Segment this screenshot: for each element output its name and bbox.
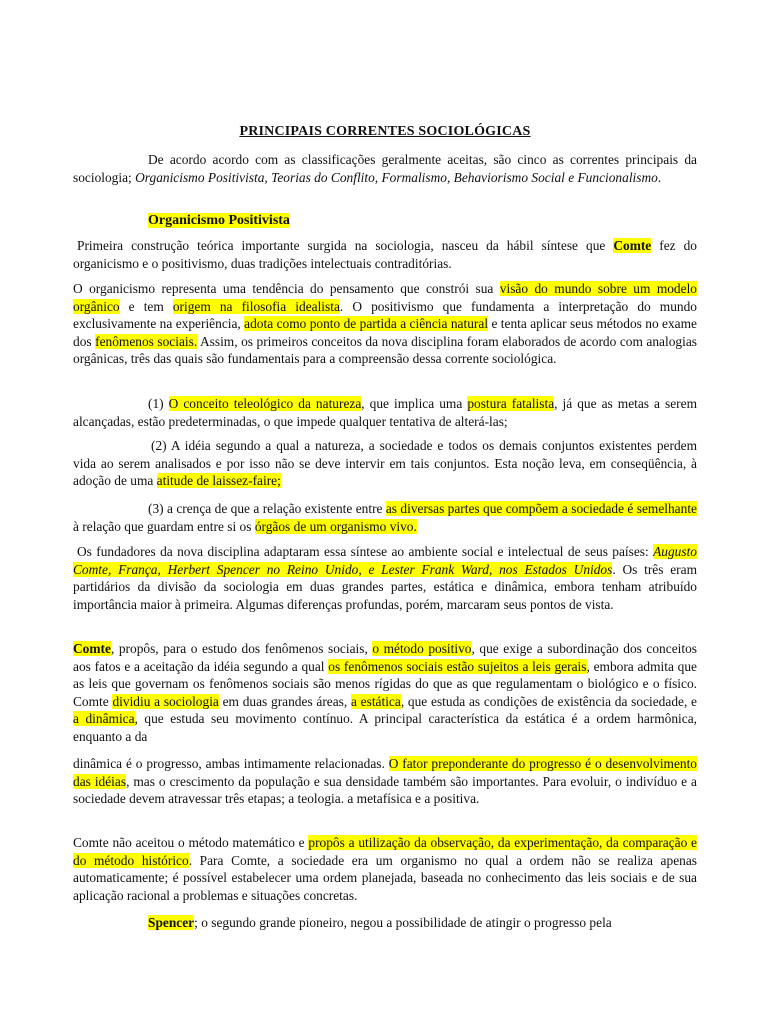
intro-paragraph [73, 151, 697, 186]
text-run: , que implica uma [361, 396, 468, 411]
highlight-text: Spencer [148, 915, 195, 930]
paragraph-10 [73, 914, 697, 932]
paragraph-6 [73, 543, 697, 613]
text-run: fez do organicismo e o positivismo, duas tradições intelectuais contraditórias. [73, 238, 697, 271]
text-run: Assim, os primeiros conceitos da nova disciplina foram elaborados de acordo com analogias orgânicas, três das quais são fundamentais para a compreensão dessa corrente sociológica. [73, 333, 697, 367]
section-heading [148, 212, 290, 230]
text-run: . Para Comte, a sociedade era um organismo no qual a ordem não se realiza apenas automaticamente; é possível estabelecer uma ordem planejada, baseada no conhecimento das leis sociais e de sua aplicação racional a problemas e situações concretas. [73, 852, 697, 903]
highlight-text: adota como ponto de partida a ciência natural [244, 316, 489, 332]
text-run: (3) a crença de que a relação existente entre [148, 501, 386, 516]
paragraph-9 [73, 834, 697, 904]
highlight-text: propôs a utilização da observação, da experimentação, da comparação e do método histórico [73, 835, 697, 868]
document-page [73, 0, 697, 1024]
highlight-text: atitude de laissez-faire; [156, 473, 281, 489]
text-run: dinâmica é o progresso, ambas intimamente relacionadas. [73, 756, 389, 771]
text-run: Os fundadores da nova disciplina adaptaram essa síntese ao ambiente social e intelectual de seus países: [77, 544, 654, 559]
highlight-text: Comte [73, 641, 111, 656]
document-title: PRINCIPAIS CORRENTES SOCIOLÓGICAS [239, 124, 531, 139]
highlight-text: as diversas partes que compõem a sociedade é semelhante [385, 501, 697, 516]
text-run: . O positivismo que fundamenta a interpretação do mundo exclusivamente na experiência, [73, 298, 697, 332]
text-run: à relação que guardam entre si os [73, 518, 255, 534]
highlight-text: o método positivo [372, 641, 472, 656]
text-run: e tenta aplicar seus métodos no exame dos [73, 316, 697, 349]
text-run: , que estuda seu movimento contínuo. A principal característica da estática é a ordem harmônica, enquanto a da [73, 711, 697, 744]
italic-text-run: Organicismo Positivista, Teorias do Conflito, Formalismo, Behaviorismo Social e Funcionalismo [135, 169, 658, 185]
highlight-text: dividiu a sociologia [112, 693, 219, 709]
paragraph-3 [73, 395, 697, 430]
highlight-text: fenômenos sociais. [95, 333, 198, 349]
highlight-text: os fenômenos sociais estão sujeitos a leis gerais [328, 658, 587, 674]
paragraph-5 [73, 500, 697, 535]
highlight-text: a dinâmica [73, 711, 135, 727]
highlight-text: O conceito teleológico da natureza [168, 396, 362, 411]
highlight-text: postura fatalista [467, 396, 555, 411]
highlight-text: órgãos de um organismo vivo. [254, 518, 417, 534]
text-run: (1) [148, 396, 169, 411]
text-run: , propôs, para o estudo dos fenômenos sociais, [110, 641, 373, 656]
text-run: . Os três eram partidários da divisão da sociologia em duas grandes partes, estática e dinâmica, embora tenham atribuído importância maior à primeira. Algumas diferenças profundas, porém, marcaram seus pontos de vista. [73, 561, 697, 612]
text-run: , embora admita que as leis que governam os fenômenos sociais são menos rígidas do que as que regulamentam o biológico e o físico. Comte [73, 658, 697, 709]
text-run: , mas o crescimento da população e sua densidade também são importantes. Para evoluir, o indivíduo e a sociedade devem atravessar três etapas; a teologia. a metafísica e a positiva. [73, 773, 697, 807]
text-run: De acordo acordo com as classificações geralmente aceitas, são cinco as correntes principais da sociologia; [73, 152, 697, 185]
text-run: Comte não aceitou o método matemático e [73, 835, 309, 850]
text-run: em duas grandes áreas, [218, 693, 351, 709]
highlight-text: Comte [613, 238, 652, 253]
paragraph-8 [73, 755, 697, 808]
text-run: ; o segundo grande pioneiro, negou a possibilidade de atingir o progresso pela [194, 915, 612, 930]
highlight-text: visão do mundo sobre um modelo orgânico [73, 281, 697, 314]
text-run: e tem [119, 298, 173, 314]
heading-text: Organicismo Positivista [148, 213, 290, 228]
text-run: O organicismo representa uma tendência do pensamento que constrói sua [73, 281, 500, 296]
text-run: , que exige a subordinação dos conceitos aos fatos e a aceitação da idéia segundo a qual [73, 641, 697, 674]
text-run: , que estuda as condições de existência da sociedade, e [400, 693, 697, 709]
highlight-text: origem na filosofia idealista [172, 298, 340, 314]
text-run: (2) A idéia segundo a qual a natureza, a sociedade e todos os demais conjuntos existentes perdem vida ao serem analisados e por isso não se deve intervir em tais conjuntos. Esta noção leva, em conseqüência, à adoção de uma [73, 438, 697, 489]
text-run: Primeira construção teórica importante surgida na sociologia, nasceu da hábil síntese que [77, 238, 614, 253]
paragraph-7 [73, 640, 697, 746]
text-run: , já que as metas a serem alcançadas, estão predeterminadas, o que impede qualquer tentativa de alterá-las; [73, 396, 697, 429]
paragraph-4 [73, 437, 697, 490]
highlight-text: a estática [350, 693, 401, 709]
paragraph-1 [73, 237, 697, 272]
paragraph-2 [73, 280, 697, 368]
text-run: . [657, 169, 662, 185]
highlight-text: Augusto Comte, França, Herbert Spencer no Reino Unido, e Lester Frank Ward, nos Estados Unidos [73, 544, 697, 577]
highlight-text: O fator preponderante do progresso é o desenvolvimento das idéias [73, 756, 698, 789]
